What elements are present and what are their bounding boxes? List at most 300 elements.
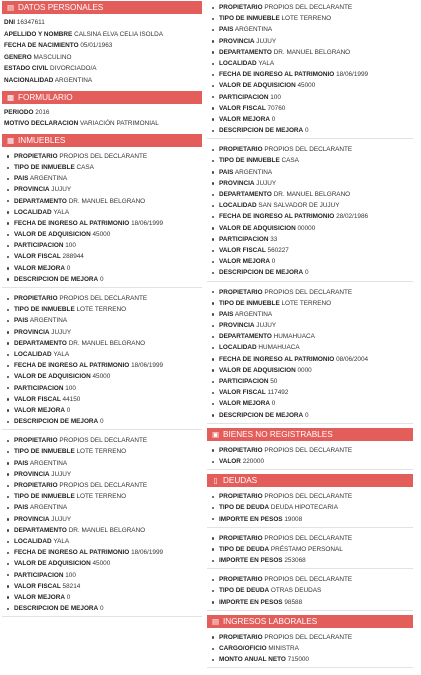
field-value: LOTE TERRENO bbox=[281, 299, 332, 307]
field-value: YALA bbox=[53, 208, 70, 216]
section-bienes-no-registrables bbox=[207, 428, 413, 470]
field-row bbox=[207, 456, 413, 467]
field-row bbox=[207, 298, 413, 309]
section-formulario bbox=[2, 91, 202, 130]
field-value: 19008 bbox=[284, 515, 303, 523]
field-row bbox=[207, 502, 413, 513]
field-row bbox=[2, 502, 202, 513]
field-key: FECHA DE INGRESO AL PATRIMONIO bbox=[14, 549, 130, 557]
section-inmuebles bbox=[2, 134, 202, 618]
field-key: PARTICIPACION bbox=[219, 378, 269, 385]
field-row bbox=[2, 446, 202, 457]
field-key: LOCALIDAD bbox=[14, 208, 52, 216]
field-key: PROPIETARIO bbox=[219, 493, 263, 501]
field-key: VALOR MEJORA bbox=[14, 264, 66, 272]
field-row bbox=[2, 458, 202, 469]
field-key: PROPIETARIO bbox=[14, 152, 58, 160]
field-key: VALOR DE ADQUISICION bbox=[14, 231, 91, 239]
field-value: JUJUY bbox=[51, 515, 72, 523]
field-value: 08/06/2004 bbox=[336, 355, 369, 363]
field-key: DEPARTAMENTO bbox=[14, 197, 67, 205]
field-key: LOCALIDAD bbox=[14, 350, 52, 358]
field-key: TIPO DE INMUEBLE bbox=[14, 163, 75, 171]
field-row bbox=[2, 480, 202, 491]
field-row bbox=[2, 207, 202, 218]
field-key: NACIONALIDAD bbox=[4, 76, 54, 84]
field-value: LOTE TERRENO bbox=[76, 448, 127, 456]
field-value: JUJUY bbox=[51, 328, 72, 336]
record-card bbox=[2, 434, 202, 617]
field-value: 715000 bbox=[287, 656, 309, 664]
field-key: PAIS bbox=[14, 459, 29, 467]
section-title: FORMULARIO bbox=[18, 92, 73, 102]
record-card bbox=[207, 286, 413, 424]
field-key: PROVINCIA bbox=[14, 328, 50, 336]
field-key: PERIODO bbox=[4, 108, 34, 116]
field-key: TIPO DE DEUDA bbox=[219, 587, 270, 595]
field-value: DR. MANUEL BELGRANO bbox=[68, 339, 146, 347]
field-key: PROVINCIA bbox=[219, 322, 255, 330]
field-row bbox=[2, 29, 202, 41]
field-key: MONTO ANUAL NETO bbox=[219, 656, 286, 664]
id-card-icon: ▤ bbox=[6, 3, 15, 12]
field-row bbox=[207, 178, 413, 189]
field-value: 45000 bbox=[92, 373, 111, 381]
field-row bbox=[2, 40, 202, 52]
field-value: 28/02/1986 bbox=[336, 213, 369, 221]
field-value: 0000 bbox=[297, 366, 312, 374]
record-card bbox=[207, 444, 413, 470]
section-header-ingresos-laborales bbox=[207, 615, 413, 628]
field-value: PROPIOS DEL DECLARANTE bbox=[59, 152, 148, 160]
field-value: 45000 bbox=[92, 231, 111, 239]
field-value: 98588 bbox=[284, 598, 303, 606]
section-title: BIENES NO REGISTRABLES bbox=[223, 429, 333, 439]
field-value: CASA bbox=[281, 157, 299, 165]
field-row bbox=[2, 405, 202, 416]
field-key: VALOR MEJORA bbox=[14, 406, 66, 414]
field-key: PARTICIPACION bbox=[219, 235, 269, 243]
field-value: YALA bbox=[53, 537, 70, 545]
inmuebles-left-list bbox=[2, 150, 202, 618]
field-row bbox=[207, 544, 413, 555]
field-row bbox=[207, 632, 413, 643]
field-value: 58214 bbox=[62, 582, 81, 590]
field-value: JUJUY bbox=[51, 186, 72, 194]
field-key: TIPO DE INMUEBLE bbox=[14, 448, 75, 456]
field-key: VALOR MEJORA bbox=[219, 258, 271, 266]
field-row bbox=[207, 643, 413, 654]
field-row bbox=[207, 533, 413, 544]
section-deudas bbox=[207, 474, 413, 611]
field-row bbox=[207, 13, 413, 24]
field-row bbox=[207, 69, 413, 80]
field-key: DEPARTAMENTO bbox=[14, 339, 67, 347]
field-row bbox=[2, 304, 202, 315]
field-value: ARGENTINA bbox=[29, 175, 68, 183]
field-key: LOCALIDAD bbox=[219, 202, 257, 210]
field-key: FECHA DE INGRESO AL PATRIMONIO bbox=[219, 355, 335, 363]
field-key: DNI bbox=[4, 19, 16, 26]
field-row bbox=[2, 151, 202, 162]
field-value: CALSINA ELVA CELIA ISOLDA bbox=[74, 30, 163, 38]
section-title: INGRESOS LABORALES bbox=[223, 616, 318, 626]
section-ingresos-laborales bbox=[207, 615, 413, 669]
field-value: DR. MANUEL BELGRANO bbox=[68, 197, 146, 205]
field-key: IMPORTE EN PESOS bbox=[219, 557, 283, 565]
field-row bbox=[207, 320, 413, 331]
field-key: VALOR DE ADQUISICION bbox=[219, 82, 296, 90]
field-value: 2016 bbox=[35, 108, 50, 116]
field-value: JUJUY bbox=[51, 470, 72, 478]
field-value: 0 bbox=[304, 269, 309, 277]
section-title: DEUDAS bbox=[223, 476, 258, 486]
field-key: PROVINCIA bbox=[219, 37, 255, 45]
field-value: 0 bbox=[66, 264, 71, 272]
field-value: DR. MANUEL BELGRANO bbox=[273, 191, 351, 198]
form-icon: ▩ bbox=[6, 92, 15, 102]
field-key: PAIS bbox=[219, 168, 234, 176]
field-value: JUJUY bbox=[256, 37, 277, 45]
field-value: JUJUY bbox=[256, 179, 277, 187]
field-value: 44150 bbox=[62, 395, 81, 403]
field-value: PROPIOS DEL DECLARANTE bbox=[59, 482, 148, 489]
field-key: PAIS bbox=[14, 504, 29, 512]
field-value: 33 bbox=[270, 235, 278, 243]
field-row bbox=[207, 144, 413, 155]
bienes-list bbox=[207, 444, 413, 470]
field-key: FECHA DE INGRESO AL PATRIMONIO bbox=[219, 213, 335, 221]
field-key: VALOR MEJORA bbox=[219, 400, 271, 408]
field-key: DESCRIPCION DE MEJORA bbox=[219, 269, 304, 277]
field-key: PROPIETARIO bbox=[219, 446, 263, 454]
field-row bbox=[207, 167, 413, 178]
field-row bbox=[2, 75, 202, 87]
field-value: YALA bbox=[53, 350, 70, 358]
field-row bbox=[2, 327, 202, 338]
section-header-bienes-no-registrables bbox=[207, 428, 413, 441]
field-value: 288944 bbox=[62, 253, 84, 261]
inmuebles-right-list bbox=[207, 1, 413, 424]
right-column bbox=[207, 1, 413, 672]
section-header-formulario bbox=[2, 91, 202, 104]
field-key: PROVINCIA bbox=[219, 179, 255, 187]
field-row bbox=[2, 52, 202, 64]
field-key: PROPIETARIO bbox=[219, 534, 263, 542]
field-key: PAIS bbox=[14, 175, 29, 183]
field-value: 0 bbox=[271, 115, 276, 123]
field-row bbox=[207, 331, 413, 342]
money-icon: ▤ bbox=[211, 616, 220, 626]
record-card bbox=[2, 292, 202, 430]
field-value: PRÉSTAMO PERSONAL bbox=[270, 545, 343, 553]
record-card bbox=[207, 532, 413, 570]
field-row bbox=[2, 581, 202, 592]
field-key: PARTICIPACION bbox=[14, 242, 64, 250]
monitor-icon: ▣ bbox=[211, 429, 220, 439]
formulario-list bbox=[2, 107, 202, 130]
field-key: DEPARTAMENTO bbox=[219, 48, 272, 56]
field-row bbox=[207, 445, 413, 456]
ingresos-list bbox=[207, 631, 413, 669]
field-value: 0 bbox=[99, 605, 104, 613]
field-value: PROPIOS DEL DECLARANTE bbox=[264, 576, 353, 584]
field-key: IMPORTE EN PESOS bbox=[219, 598, 283, 606]
field-value: 560227 bbox=[267, 246, 289, 254]
field-key: ESTADO CIVIL bbox=[4, 65, 49, 73]
field-row bbox=[2, 218, 202, 229]
field-row bbox=[207, 354, 413, 365]
field-value: PROPIOS DEL DECLARANTE bbox=[59, 437, 148, 445]
field-key: TIPO DE INMUEBLE bbox=[14, 306, 75, 314]
field-value: OTRAS DEUDAS bbox=[270, 587, 322, 595]
field-value: SAN SALVADOR DE JUJUY bbox=[258, 202, 340, 210]
field-key: DEPARTAMENTO bbox=[219, 333, 272, 341]
field-key: VALOR FISCAL bbox=[219, 104, 266, 112]
section-header-deudas bbox=[207, 474, 413, 487]
field-row bbox=[207, 24, 413, 35]
field-row bbox=[207, 387, 413, 398]
field-value: 0 bbox=[99, 275, 104, 283]
field-value: PROPIOS DEL DECLARANTE bbox=[264, 288, 353, 296]
field-row bbox=[207, 200, 413, 211]
field-key: PARTICIPACION bbox=[219, 93, 269, 101]
field-key: VALOR FISCAL bbox=[14, 253, 61, 261]
section-title: INMUEBLES bbox=[18, 135, 66, 145]
field-row bbox=[207, 211, 413, 222]
field-row bbox=[207, 376, 413, 387]
field-row bbox=[2, 416, 202, 427]
field-row bbox=[2, 251, 202, 262]
field-row bbox=[2, 558, 202, 569]
field-value: 100 bbox=[65, 384, 76, 392]
field-row bbox=[207, 597, 413, 608]
field-row bbox=[207, 654, 413, 665]
field-value: 0 bbox=[271, 258, 276, 266]
left-column bbox=[2, 1, 202, 621]
field-key: PAIS bbox=[219, 310, 234, 318]
field-row bbox=[2, 240, 202, 251]
field-value: ARGENTINA bbox=[29, 317, 68, 325]
section-header-datos-personales bbox=[2, 1, 202, 14]
field-value: DR. MANUEL BELGRANO bbox=[68, 526, 146, 534]
field-value: DIVORCIADO/A bbox=[50, 65, 97, 73]
field-key: MOTIVO DECLARACION bbox=[4, 120, 79, 128]
field-key: VALOR bbox=[219, 457, 241, 465]
field-row bbox=[2, 371, 202, 382]
field-value: 100 bbox=[270, 93, 281, 101]
field-key: PROPIETARIO bbox=[219, 576, 263, 584]
record-card bbox=[207, 143, 413, 281]
field-key: DESCRIPCION DE MEJORA bbox=[219, 127, 304, 135]
field-row bbox=[207, 36, 413, 47]
field-row bbox=[207, 103, 413, 114]
field-value: 0 bbox=[304, 411, 309, 419]
field-value: 05/01/1963 bbox=[80, 42, 113, 50]
field-value: LOTE TERRENO bbox=[281, 15, 332, 23]
field-key: VALOR DE ADQUISICION bbox=[14, 373, 91, 381]
field-key: PARTICIPACION bbox=[14, 384, 64, 392]
field-value: ARGENTINA bbox=[29, 504, 68, 512]
field-row bbox=[207, 58, 413, 69]
field-key: VALOR FISCAL bbox=[219, 389, 266, 397]
field-value: 45000 bbox=[297, 82, 316, 90]
record-card bbox=[2, 150, 202, 288]
field-row bbox=[207, 555, 413, 566]
field-key: FECHA DE NACIMIENTO bbox=[4, 42, 79, 50]
record-card bbox=[207, 490, 413, 528]
field-value: 18/06/1999 bbox=[336, 71, 369, 79]
field-value: 0 bbox=[304, 127, 309, 135]
datos-personales-list bbox=[2, 17, 202, 87]
field-value: PROPIOS DEL DECLARANTE bbox=[264, 633, 353, 641]
field-value: 16347611 bbox=[16, 19, 45, 26]
field-value: 50 bbox=[270, 378, 278, 385]
field-value: ARGENTINA bbox=[29, 459, 68, 467]
field-key: VALOR MEJORA bbox=[219, 115, 271, 123]
record-card bbox=[207, 1, 413, 139]
field-value: PROPIOS DEL DECLARANTE bbox=[264, 446, 353, 454]
record-card bbox=[207, 631, 413, 669]
field-row bbox=[207, 2, 413, 13]
field-value: MINISTRA bbox=[268, 645, 299, 652]
field-row bbox=[207, 410, 413, 421]
field-value: 100 bbox=[65, 571, 76, 579]
field-key: LOCALIDAD bbox=[219, 59, 257, 67]
field-key: VALOR DE ADQUISICION bbox=[219, 224, 296, 232]
field-row bbox=[207, 287, 413, 298]
field-key: TIPO DE INMUEBLE bbox=[219, 157, 280, 165]
field-key: PROPIETARIO bbox=[14, 295, 58, 302]
field-row bbox=[207, 365, 413, 376]
field-row bbox=[2, 383, 202, 394]
field-key: DEPARTAMENTO bbox=[14, 526, 67, 534]
field-value: LOTE TERRENO bbox=[76, 306, 127, 314]
field-key: VALOR FISCAL bbox=[14, 582, 61, 590]
field-value: 45000 bbox=[92, 560, 111, 568]
field-row bbox=[207, 267, 413, 278]
field-row bbox=[207, 514, 413, 525]
field-key: VALOR MEJORA bbox=[14, 593, 66, 601]
field-row bbox=[207, 234, 413, 245]
field-row bbox=[207, 574, 413, 585]
field-value: ARGENTINA bbox=[54, 76, 93, 84]
field-value: CASA bbox=[76, 163, 94, 171]
field-key: VALOR FISCAL bbox=[219, 246, 266, 254]
field-row bbox=[207, 585, 413, 596]
field-row bbox=[207, 223, 413, 234]
field-row bbox=[207, 189, 413, 200]
field-key: FECHA DE INGRESO AL PATRIMONIO bbox=[14, 362, 130, 370]
field-row bbox=[2, 107, 202, 119]
field-value: 0 bbox=[66, 593, 71, 601]
field-key: PROPIETARIO bbox=[14, 482, 58, 489]
field-value: MASCULINO bbox=[33, 53, 72, 61]
field-row bbox=[207, 155, 413, 166]
field-value: PROPIOS DEL DECLARANTE bbox=[59, 295, 148, 302]
field-key: PROVINCIA bbox=[14, 186, 50, 194]
field-key: GENERO bbox=[4, 53, 32, 61]
field-key: PROPIETARIO bbox=[219, 146, 263, 154]
field-key: DESCRIPCION DE MEJORA bbox=[14, 275, 99, 283]
field-key: VALOR DE ADQUISICION bbox=[219, 366, 296, 374]
field-value: VARIACIÓN PATRIMONIAL bbox=[79, 120, 159, 128]
field-value: 0 bbox=[66, 406, 71, 414]
field-key: TIPO DE INMUEBLE bbox=[219, 299, 280, 307]
field-row bbox=[2, 173, 202, 184]
field-key: VALOR FISCAL bbox=[14, 395, 61, 403]
field-key: APELLIDO Y NOMBRE bbox=[4, 30, 73, 38]
field-row bbox=[207, 491, 413, 502]
field-row bbox=[2, 349, 202, 360]
field-key: TIPO DE DEUDA bbox=[219, 504, 270, 512]
field-key: LOCALIDAD bbox=[14, 537, 52, 545]
field-value: 0 bbox=[271, 400, 276, 408]
field-key: DESCRIPCION DE MEJORA bbox=[14, 605, 99, 613]
field-value: 253068 bbox=[284, 557, 306, 565]
field-row bbox=[207, 256, 413, 267]
field-row bbox=[2, 196, 202, 207]
field-value: ARGENTINA bbox=[234, 26, 273, 34]
field-value: HUMAHUACA bbox=[273, 333, 315, 341]
field-row bbox=[2, 394, 202, 405]
field-row bbox=[2, 229, 202, 240]
field-key: FECHA DE INGRESO AL PATRIMONIO bbox=[14, 219, 130, 227]
deudas-list bbox=[207, 490, 413, 611]
field-key: TIPO DE DEUDA bbox=[219, 545, 270, 553]
bar-chart-icon: ▯ bbox=[213, 476, 218, 486]
field-row bbox=[2, 536, 202, 547]
field-row bbox=[207, 92, 413, 103]
field-key: IMPORTE EN PESOS bbox=[219, 515, 283, 523]
field-value: JUJUY bbox=[256, 322, 277, 330]
field-row bbox=[2, 184, 202, 195]
field-key: LOCALIDAD bbox=[219, 344, 257, 352]
field-row bbox=[2, 315, 202, 326]
field-key: PROPIETARIO bbox=[219, 4, 263, 11]
field-value: YALA bbox=[258, 59, 275, 67]
field-key: TIPO DE INMUEBLE bbox=[219, 15, 280, 23]
field-key: PROPIETARIO bbox=[14, 437, 58, 445]
field-value: DEUDA HIPOTECARIA bbox=[270, 504, 338, 512]
field-value: 100 bbox=[65, 242, 76, 250]
field-value: 18/06/1999 bbox=[131, 362, 164, 370]
field-row bbox=[2, 603, 202, 614]
field-row bbox=[207, 342, 413, 353]
field-row bbox=[207, 80, 413, 91]
record-card bbox=[207, 573, 413, 611]
building-icon: ▦ bbox=[6, 135, 15, 145]
field-key: FECHA DE INGRESO AL PATRIMONIO bbox=[219, 71, 335, 79]
field-value: 18/06/1999 bbox=[131, 219, 164, 227]
field-row bbox=[2, 570, 202, 581]
field-value: 117492 bbox=[267, 389, 289, 397]
field-row bbox=[2, 491, 202, 502]
field-row bbox=[2, 274, 202, 285]
field-key: PROPIETARIO bbox=[219, 633, 263, 641]
field-key: DEPARTAMENTO bbox=[219, 191, 272, 198]
field-key: DESCRIPCION DE MEJORA bbox=[14, 418, 99, 426]
field-row bbox=[207, 245, 413, 256]
field-key: PAIS bbox=[219, 26, 234, 34]
field-value: 00000 bbox=[297, 224, 316, 232]
field-row bbox=[2, 592, 202, 603]
field-row bbox=[2, 162, 202, 173]
field-value: 220000 bbox=[242, 457, 265, 465]
field-value: PROPIOS DEL DECLARANTE bbox=[264, 534, 353, 542]
field-value: 70760 bbox=[267, 104, 286, 112]
field-row bbox=[207, 114, 413, 125]
